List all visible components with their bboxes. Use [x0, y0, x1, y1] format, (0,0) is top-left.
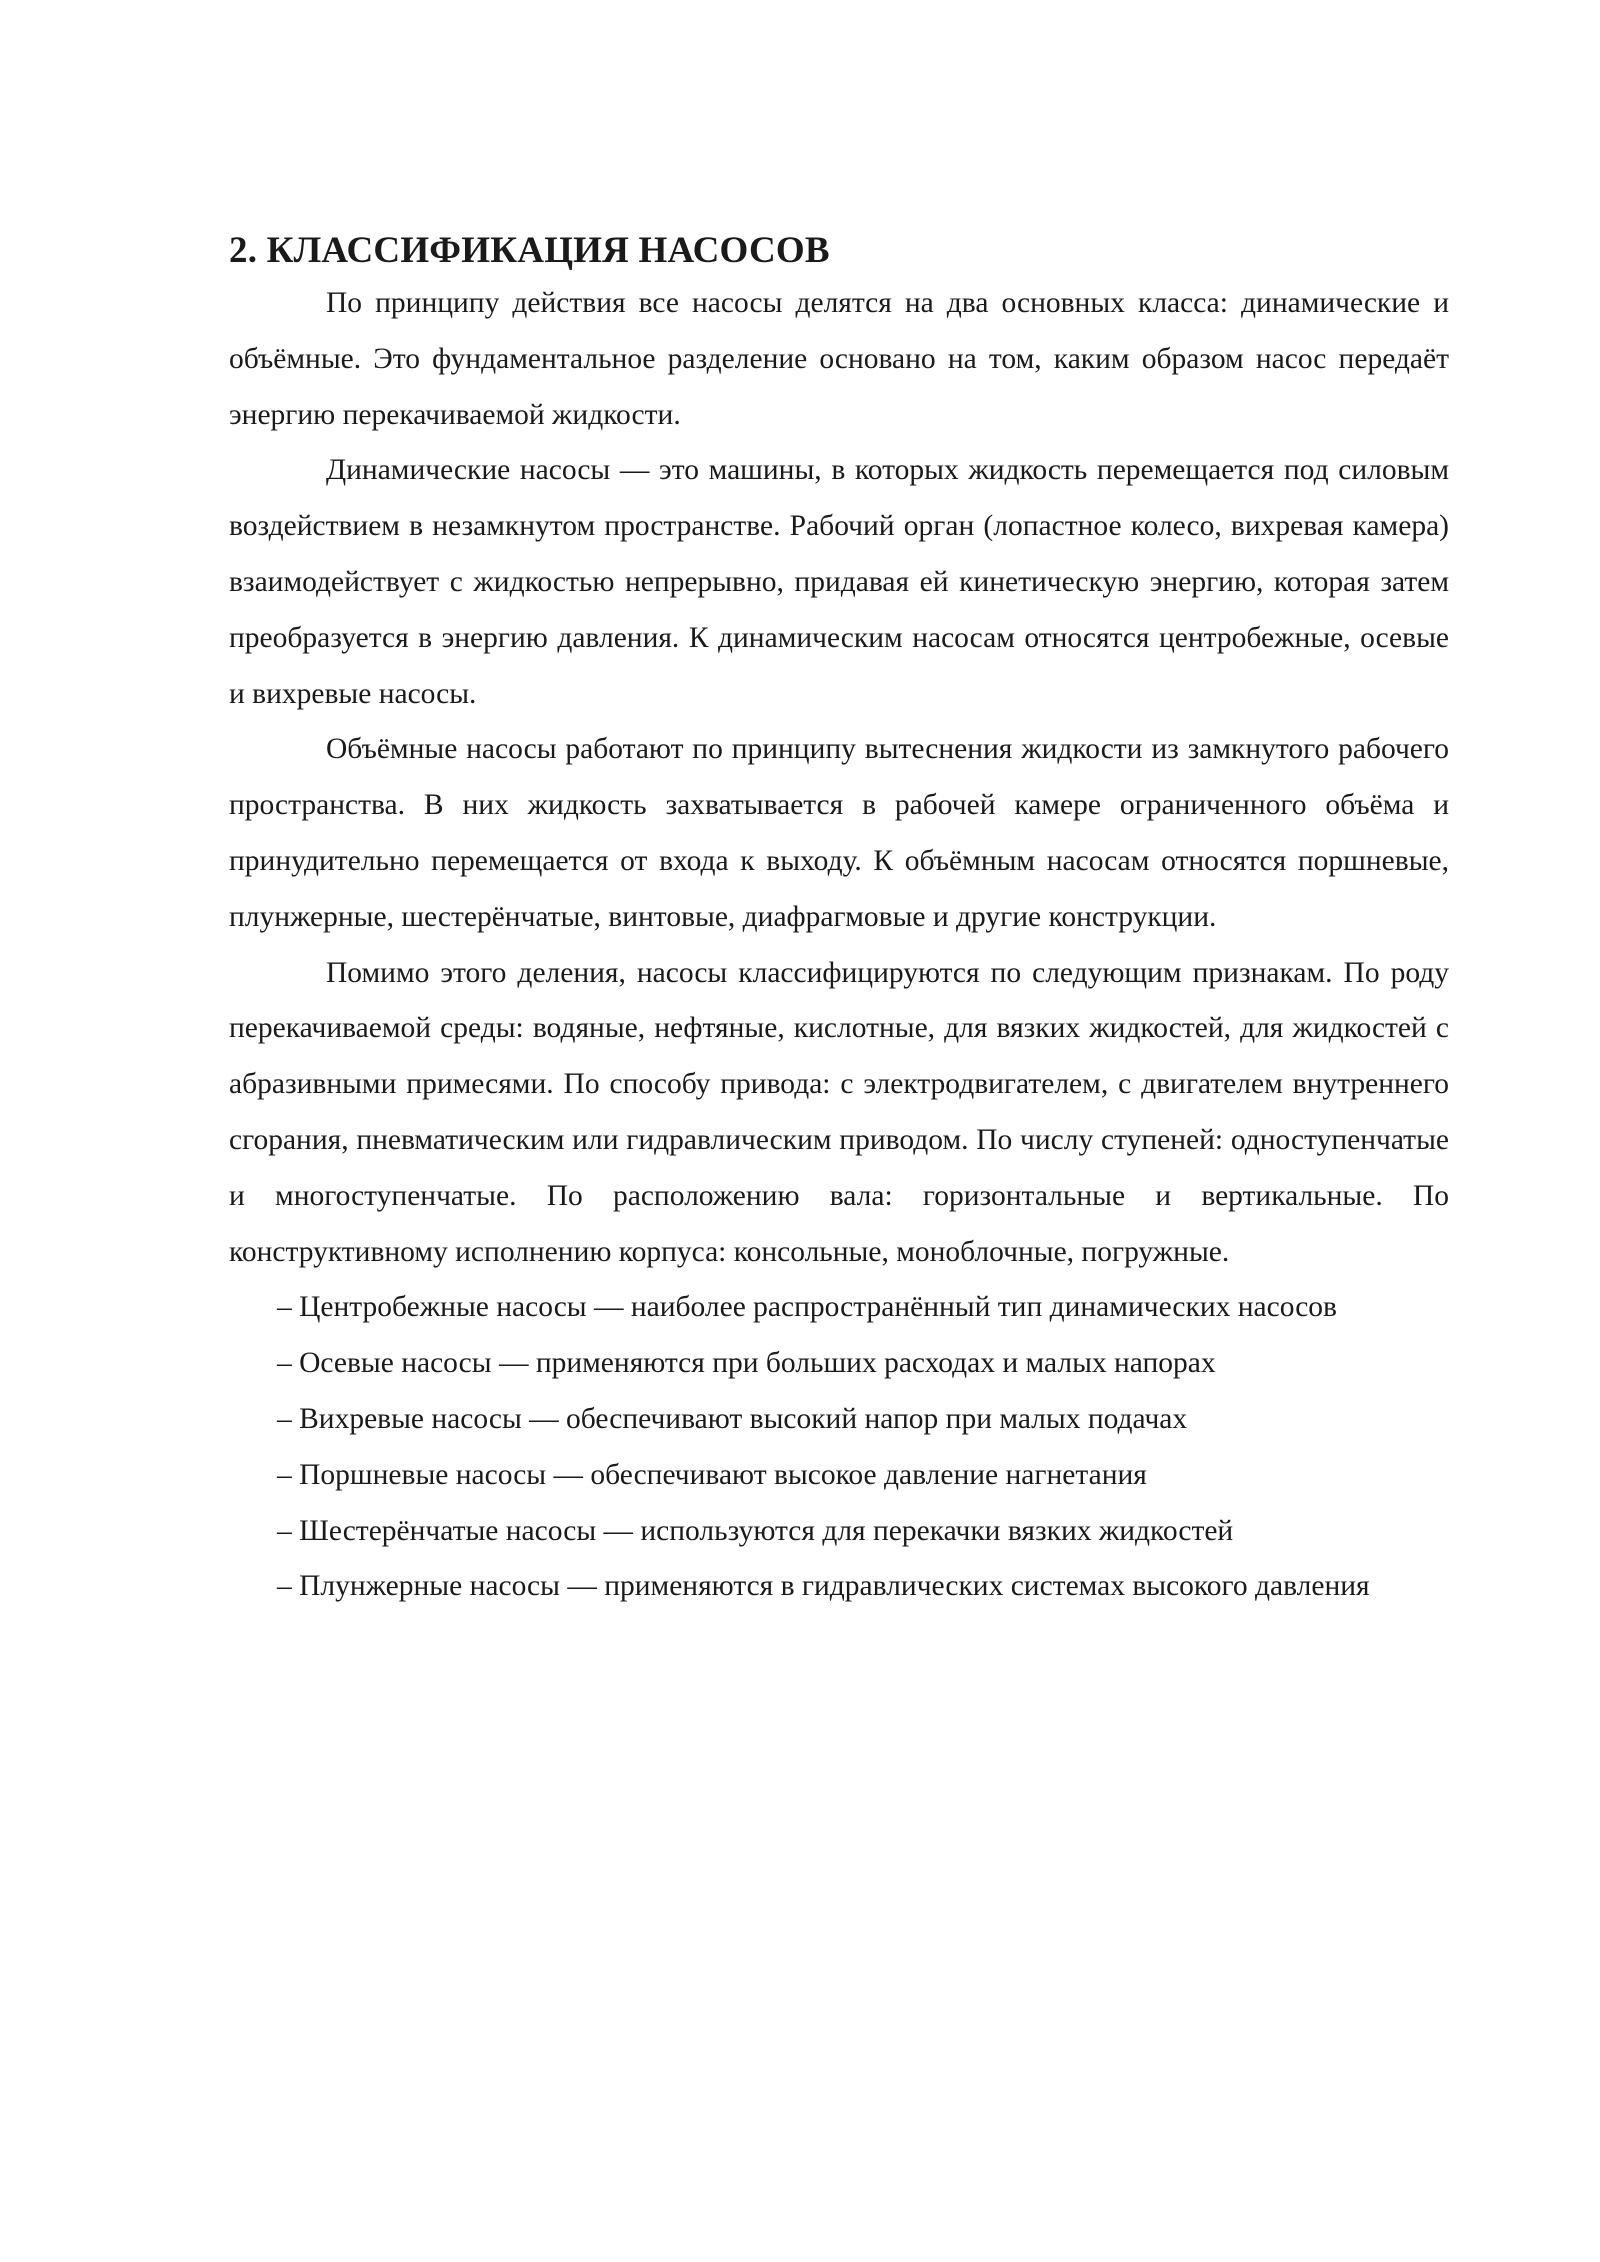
- list-item: – Вихревые насосы — обеспечивают высокий напор при малых подачах: [277, 1402, 1188, 1435]
- list-item: – Шестерёнчатые насосы — используются для перекачки вязких жидкостей: [277, 1514, 1234, 1547]
- list-item: – Центробежные насосы — наиболее распространённый тип динамических насосов: [277, 1291, 1337, 1324]
- pump-types-list: [229, 1280, 1449, 1615]
- list-item: – Плунжерные насосы — применяются в гидравлических системах высокого давления: [277, 1570, 1370, 1603]
- list-item: – Осевые насосы — применяются при больших расходах и малых напорах: [277, 1347, 1216, 1380]
- document-page: [229, 226, 1449, 1615]
- paragraph-principle: По принципу действия все насосы делятся на два основных класса: динамические и объёмные. Это фундаментальное разделение основано на том, каким образом насос передаёт энергию перекачиваемой жидкости.: [229, 287, 1449, 431]
- paragraph-dynamic-pumps: Динамические насосы — это машины, в которых жидкость перемещается под силовым воздействием в незамкнутом пространстве. Рабочий орган (лопастное колесо, вихревая камера) взаимодействует с жидкостью непрерывно, придавая ей кинетическую энергию, которая затем преобразуется в энергию давления. К динамическим насосам относятся центробежные, осевые и вихревые насосы.: [229, 454, 1449, 710]
- paragraph-volumetric-pumps: Объёмные насосы работают по принципу вытеснения жидкости из замкнутого рабочего пространства. В них жидкость захватывается в рабочей камере ограниченного объёма и принудительно перемещается от входа к выходу. К объёмным насосам относятся поршневые, плунжерные, шестерёнчатые, винтовые, диафрагмовые и другие конструкции.: [229, 733, 1449, 933]
- paragraph-other-criteria: Помимо этого деления, насосы классифицируются по следующим признакам. По роду перекачиваемой среды: водяные, нефтяные, кислотные, для вязких жидкостей, для жидкостей с абразивными примесями. По способу привода: с электродвигателем, с двигателем внутреннего сгорания, пневматическим или гидравлическим приводом. По числу ступеней: одноступенчатые и многоступенчатые. По расположению вала: горизонтальные и вертикальные. По конструктивному исполнению корпуса: консольные, моноблочные, погружные.: [229, 956, 1449, 1268]
- list-item: – Поршневые насосы — обеспечивают высокое давление нагнетания: [277, 1458, 1147, 1491]
- section-heading: 2. КЛАССИФИКАЦИЯ НАСОСОВ: [229, 230, 830, 271]
